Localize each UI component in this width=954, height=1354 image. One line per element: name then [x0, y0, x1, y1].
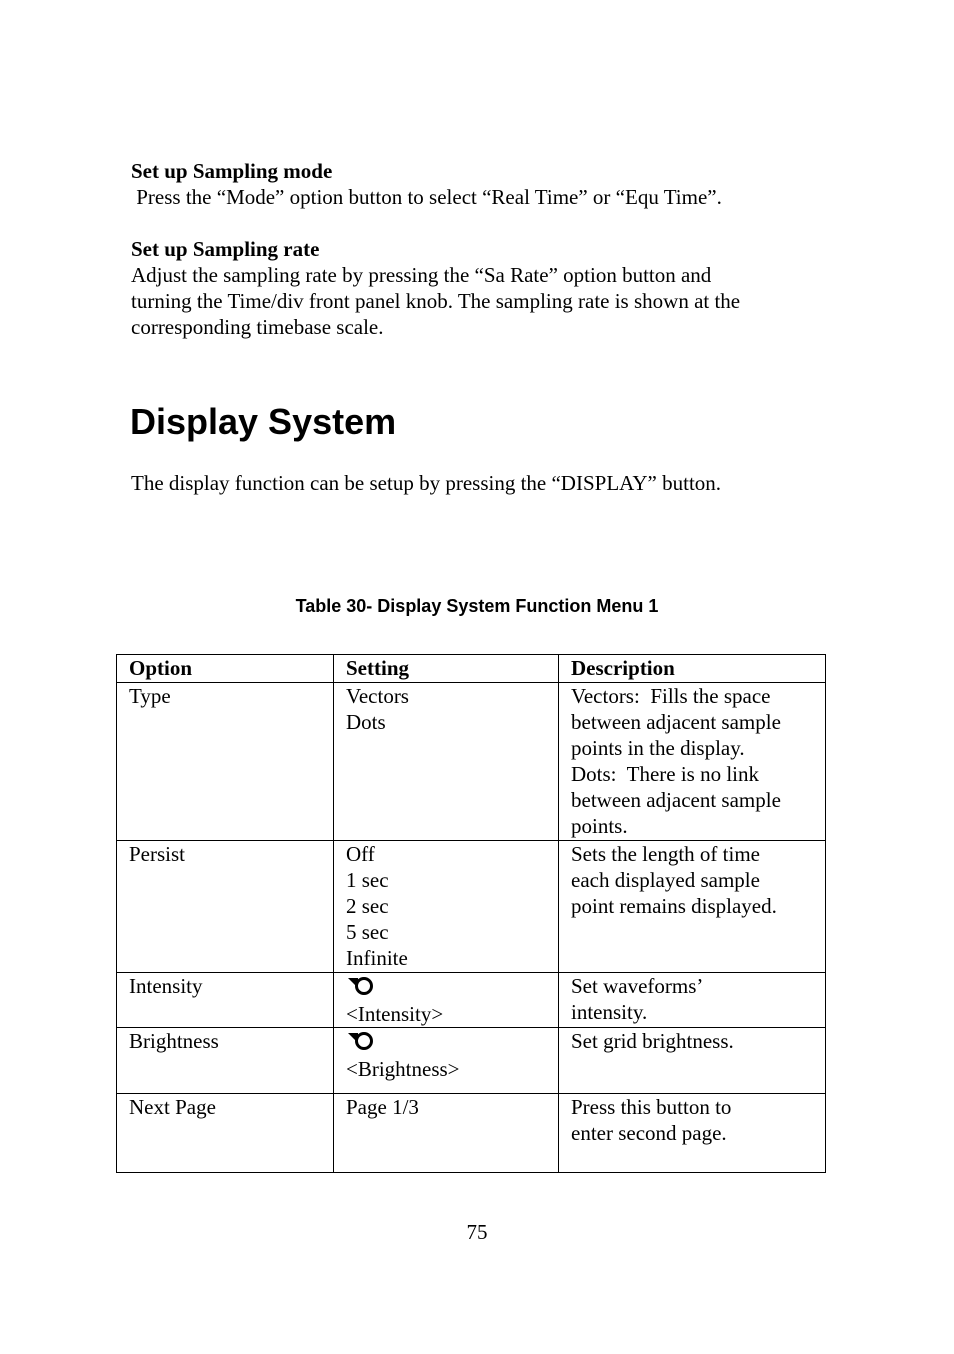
sampling-rate-line: Adjust the sampling rate by pressing the “Sa Rate” option button and	[131, 263, 712, 287]
column-header-option: Option	[117, 655, 334, 683]
setting-cell	[334, 683, 559, 841]
sampling-mode-section	[131, 158, 722, 210]
setting-value: Dots	[346, 710, 386, 734]
sampling-rate-heading: Set up Sampling rate	[131, 237, 320, 261]
setting-value: Infinite	[346, 946, 408, 970]
setting-value: Vectors	[346, 684, 409, 708]
rotary-knob-icon	[346, 975, 558, 1001]
sampling-rate-section	[131, 236, 740, 340]
display-menu-table	[116, 654, 826, 1173]
setting-value: Off	[346, 842, 375, 866]
setting-value: 2 sec	[346, 894, 389, 918]
option-label: Persist	[129, 842, 186, 866]
table-row	[117, 1028, 826, 1094]
option-label: Intensity	[129, 974, 203, 998]
description-line: each displayed sample	[571, 868, 760, 892]
option-cell	[117, 973, 334, 1028]
description-line: Set grid brightness.	[571, 1029, 734, 1053]
option-cell	[117, 841, 334, 973]
description-line: Dots: There is no link	[571, 762, 760, 786]
description-cell	[559, 1028, 826, 1094]
setting-value: 1 sec	[346, 868, 389, 892]
description-line: points in the display.	[571, 736, 745, 760]
option-cell	[117, 1094, 334, 1173]
description-line: Sets the length of time	[571, 842, 760, 866]
setting-value: <Brightness>	[346, 1057, 460, 1081]
option-cell	[117, 1028, 334, 1094]
description-line: Vectors: Fills the space	[571, 684, 771, 708]
table-row	[117, 683, 826, 841]
page-number: 75	[466, 1220, 488, 1244]
option-label: Type	[129, 684, 171, 708]
section-title: Display System	[130, 401, 397, 442]
intro-text: The display function can be setup by pressing the “DISPLAY” button.	[131, 471, 722, 495]
table-row	[117, 973, 826, 1028]
description-cell	[559, 683, 826, 841]
option-label: Brightness	[129, 1029, 219, 1053]
description-line: enter second page.	[571, 1121, 727, 1145]
option-cell	[117, 683, 334, 841]
description-line: points.	[571, 814, 628, 838]
setting-value: Page 1/3	[346, 1095, 419, 1119]
table-caption: Table 30- Display System Function Menu 1	[295, 596, 659, 616]
table-row	[117, 1094, 826, 1173]
description-line: intensity.	[571, 1000, 648, 1024]
description-line: between adjacent sample	[571, 710, 781, 734]
table-header-row	[117, 655, 826, 683]
setting-cell	[334, 1094, 559, 1173]
description-line: Set waveforms’	[571, 974, 704, 998]
description-line: point remains displayed.	[571, 894, 777, 918]
description-cell	[559, 1094, 826, 1173]
setting-cell	[334, 1028, 559, 1094]
description-cell	[559, 973, 826, 1028]
setting-cell	[334, 973, 559, 1028]
column-header-setting: Setting	[334, 655, 559, 683]
sampling-mode-text: Press the “Mode” option button to select “Real Time” or “Equ Time”.	[131, 185, 722, 209]
option-label: Next Page	[129, 1095, 216, 1119]
setting-value: <Intensity>	[346, 1002, 444, 1026]
column-header-description: Description	[559, 655, 826, 683]
table-row	[117, 841, 826, 973]
setting-cell	[334, 841, 559, 973]
sampling-rate-line: corresponding timebase scale.	[131, 315, 384, 339]
sampling-rate-line: turning the Time/div front panel knob. The sampling rate is shown at the	[131, 289, 741, 313]
description-line: between adjacent sample	[571, 788, 781, 812]
description-cell	[559, 841, 826, 973]
rotary-knob-icon	[346, 1030, 558, 1056]
sampling-mode-heading: Set up Sampling mode	[131, 159, 333, 183]
description-line: Press this button to	[571, 1095, 732, 1119]
setting-value: 5 sec	[346, 920, 389, 944]
